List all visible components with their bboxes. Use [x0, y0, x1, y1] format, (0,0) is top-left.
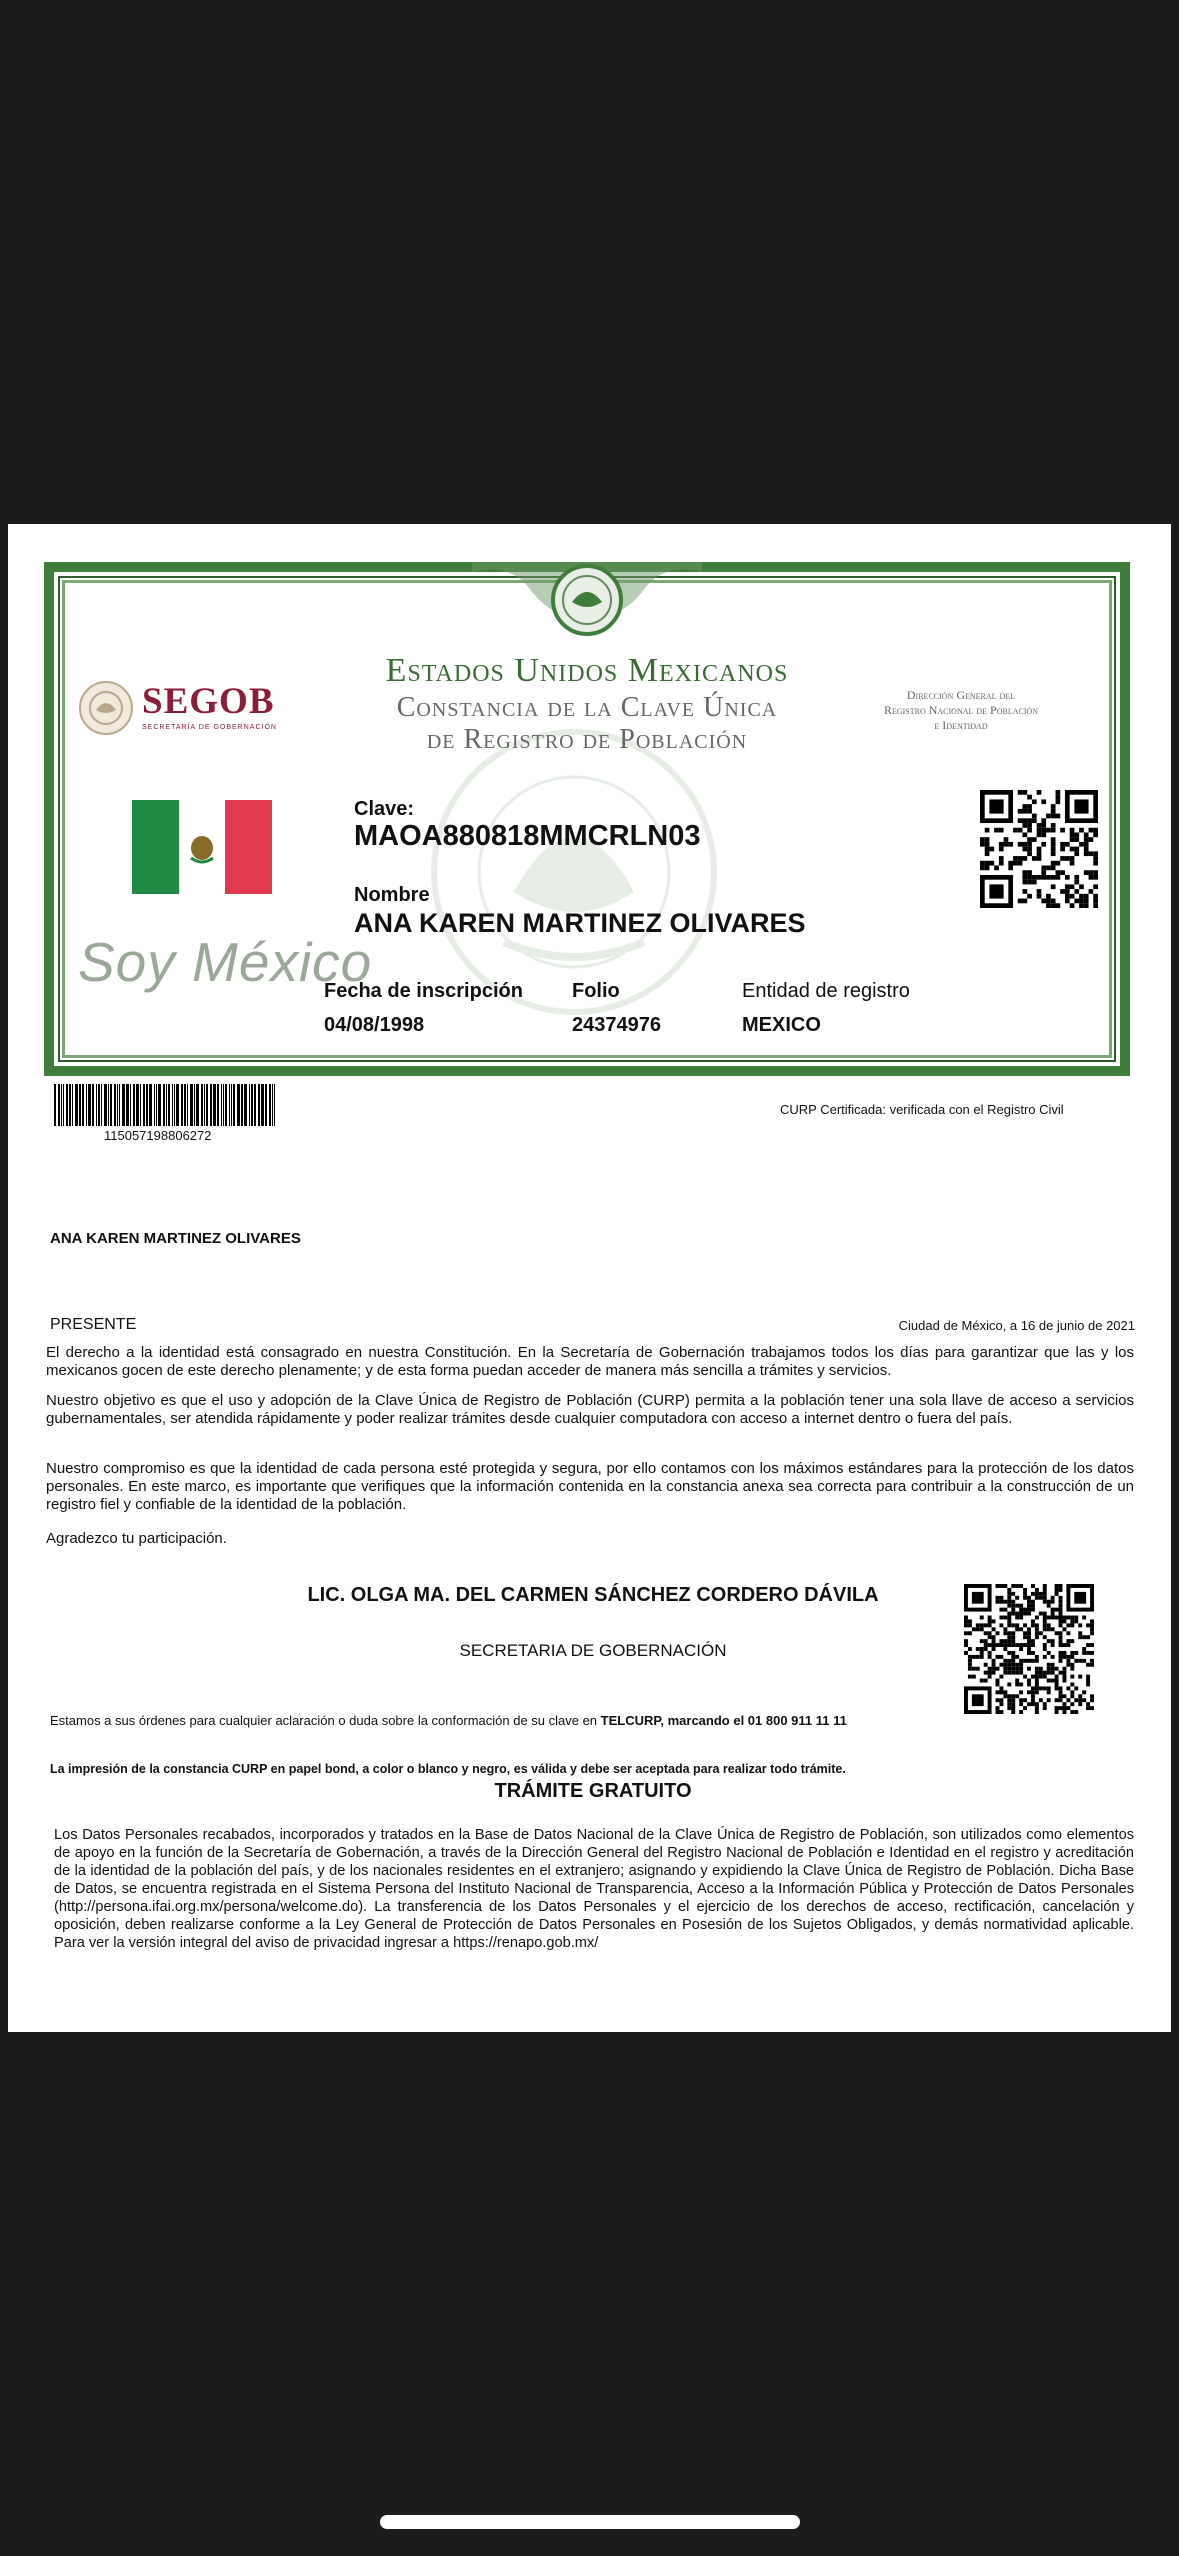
document-page [8, 524, 1171, 2032]
soy-mexico-text: Soy México [78, 931, 373, 993]
signer-name: LIC. OLGA MA. DEL CARMEN SÁNCHEZ CORDERO DÁVILA [307, 1584, 879, 1606]
letter-paragraph-2: Nuestro objetivo es que el uso y adopción de la Clave Única de Registro de Población (CURP) permita a la población tener una sola llave de acceso a servicios gubernamentales, ser atendida rápidamente y poder realizar trámites desde cualquier computadora con acceso a internet dentro o fuera del país. [46, 1392, 1134, 1427]
telcurp-number: TELCURP, marcando el 01 800 911 11 11 [600, 1713, 847, 1728]
home-indicator[interactable] [380, 2515, 800, 2529]
clave-label: Clave: [354, 798, 415, 820]
dgrnpi-label [846, 688, 1076, 733]
curp-certificada-note: CURP Certificada: verificada con el Registro Civil [780, 1102, 1064, 1117]
folio-value: 24374976 [572, 1014, 661, 1036]
segob-seal-icon [78, 680, 134, 736]
segob-subtitle: SECRETARÍA DE GOBERNACIÓN [142, 724, 277, 731]
dgr-line3: e Identidad [934, 718, 988, 732]
flag-eagle-icon [187, 828, 217, 866]
segob-name: SEGOB [142, 681, 275, 722]
dgr-line1: Dirección General del [906, 688, 1016, 702]
barcode-icon [54, 1084, 282, 1126]
signer-title: SECRETARIA DE GOBERNACIÓN [459, 1641, 727, 1660]
folio-label: Folio [572, 980, 620, 1002]
privacy-notice: Los Datos Personales recabados, incorporados y tratados en la Base de Datos Nacional de la Clave Única de Registro de Población, son utilizados como elementos de apoyo en la función de la Secretaría de Gobernación, a través de la Dirección General del Registro Nacional de Población e Identidad en el registro y acreditación de la identidad de la población del país, y de los nacionales residentes en el extranjero; asignando y expidiendo la Clave Única de Registro de Población. Dicha Base de Datos, se encuentra registrada en el Sistema Persona del Instituto Nacional de Transparencia, Acceso a la Información Pública y Protección de Datos Personales (http://persona.ifai.org.mx/persona/welcome.do). La transferencia de los Datos Personales y el ejercicio de los derechos de acceso, rectificación, cancelación y oposición, deben realizarse conforme a la Ley General de Protección de Datos Personales en Posesión de los Sujetos Obligados, y demás normatividad aplicable. Para ver la versión integral del aviso de privacidad ingresar a https://renapo.gob.mx/ [54, 1827, 1134, 1951]
curp-certificate [44, 562, 1130, 1076]
letter-recipient: ANA KAREN MARTINEZ OLIVARES [50, 1230, 301, 1247]
letter-paragraph-1: El derecho a la identidad está consagrado en nuestra Constitución. En la Secretaría de Gobernación trabajamos todos los días para garantizar que las y los mexicanos gocen de este derecho plenamente; y de esta forma puedan acceder de manera más sencilla a trámites y servicios. [46, 1344, 1134, 1379]
dgr-line2: Registro Nacional de Población [883, 703, 1039, 717]
tramite-gratuito: TRÁMITE GRATUITO [494, 1780, 692, 1802]
nombre-value: ANA KAREN MARTINEZ OLIVARES [354, 908, 806, 938]
entidad-value: MEXICO [742, 1014, 821, 1036]
coat-of-arms-watermark-icon [424, 722, 724, 1022]
qr-code-icon [980, 790, 1098, 908]
qr-code-icon [964, 1584, 1094, 1714]
fecha-label: Fecha de inscripción [324, 980, 523, 1002]
segob-logo [78, 680, 318, 740]
fecha-value: 04/08/1998 [324, 1014, 425, 1036]
curp-value: MAOA880818MMCRLN03 [354, 820, 701, 852]
presente-label: PRESENTE [50, 1316, 137, 1333]
coat-of-arms-header-icon [472, 562, 702, 642]
barcode-number: 115057198806272 [104, 1128, 212, 1143]
mexican-flag-icon [132, 800, 272, 894]
contact-text: Estamos a sus órdenes para cualquier aclaración o duda sobre la conformación de su clave en [50, 1713, 601, 1728]
letter-paragraph-3: Nuestro compromiso es que la identidad de cada persona esté protegida y segura, por ello contamos con los máximos estándares para la protección de los datos personales. En este marco, es importante que verifiques que la información contenida en la constancia anexa sea correcta para contribuir a la construcción de un registro fiel y confiable de la identidad de la población. [46, 1460, 1134, 1513]
contact-line [50, 1713, 847, 1728]
certificate-title: Estados Unidos Mexicanos [385, 652, 789, 689]
certificate-subtitle-line2: de Registro de Población [426, 724, 748, 755]
entidad-label: Entidad de registro [742, 980, 910, 1002]
nombre-label: Nombre [354, 884, 430, 906]
letter-date: Ciudad de México, a 16 de junio de 2021 [898, 1318, 1135, 1333]
letter-paragraph-4: Agradezco tu participación. [46, 1530, 227, 1547]
impresion-note: La impresión de la constancia CURP en papel bond, a color o blanco y negro, es válida y debe ser aceptada para realizar todo trámite. [50, 1762, 846, 1776]
certificate-subtitle-line1: Constancia de la Clave Única [396, 692, 778, 723]
